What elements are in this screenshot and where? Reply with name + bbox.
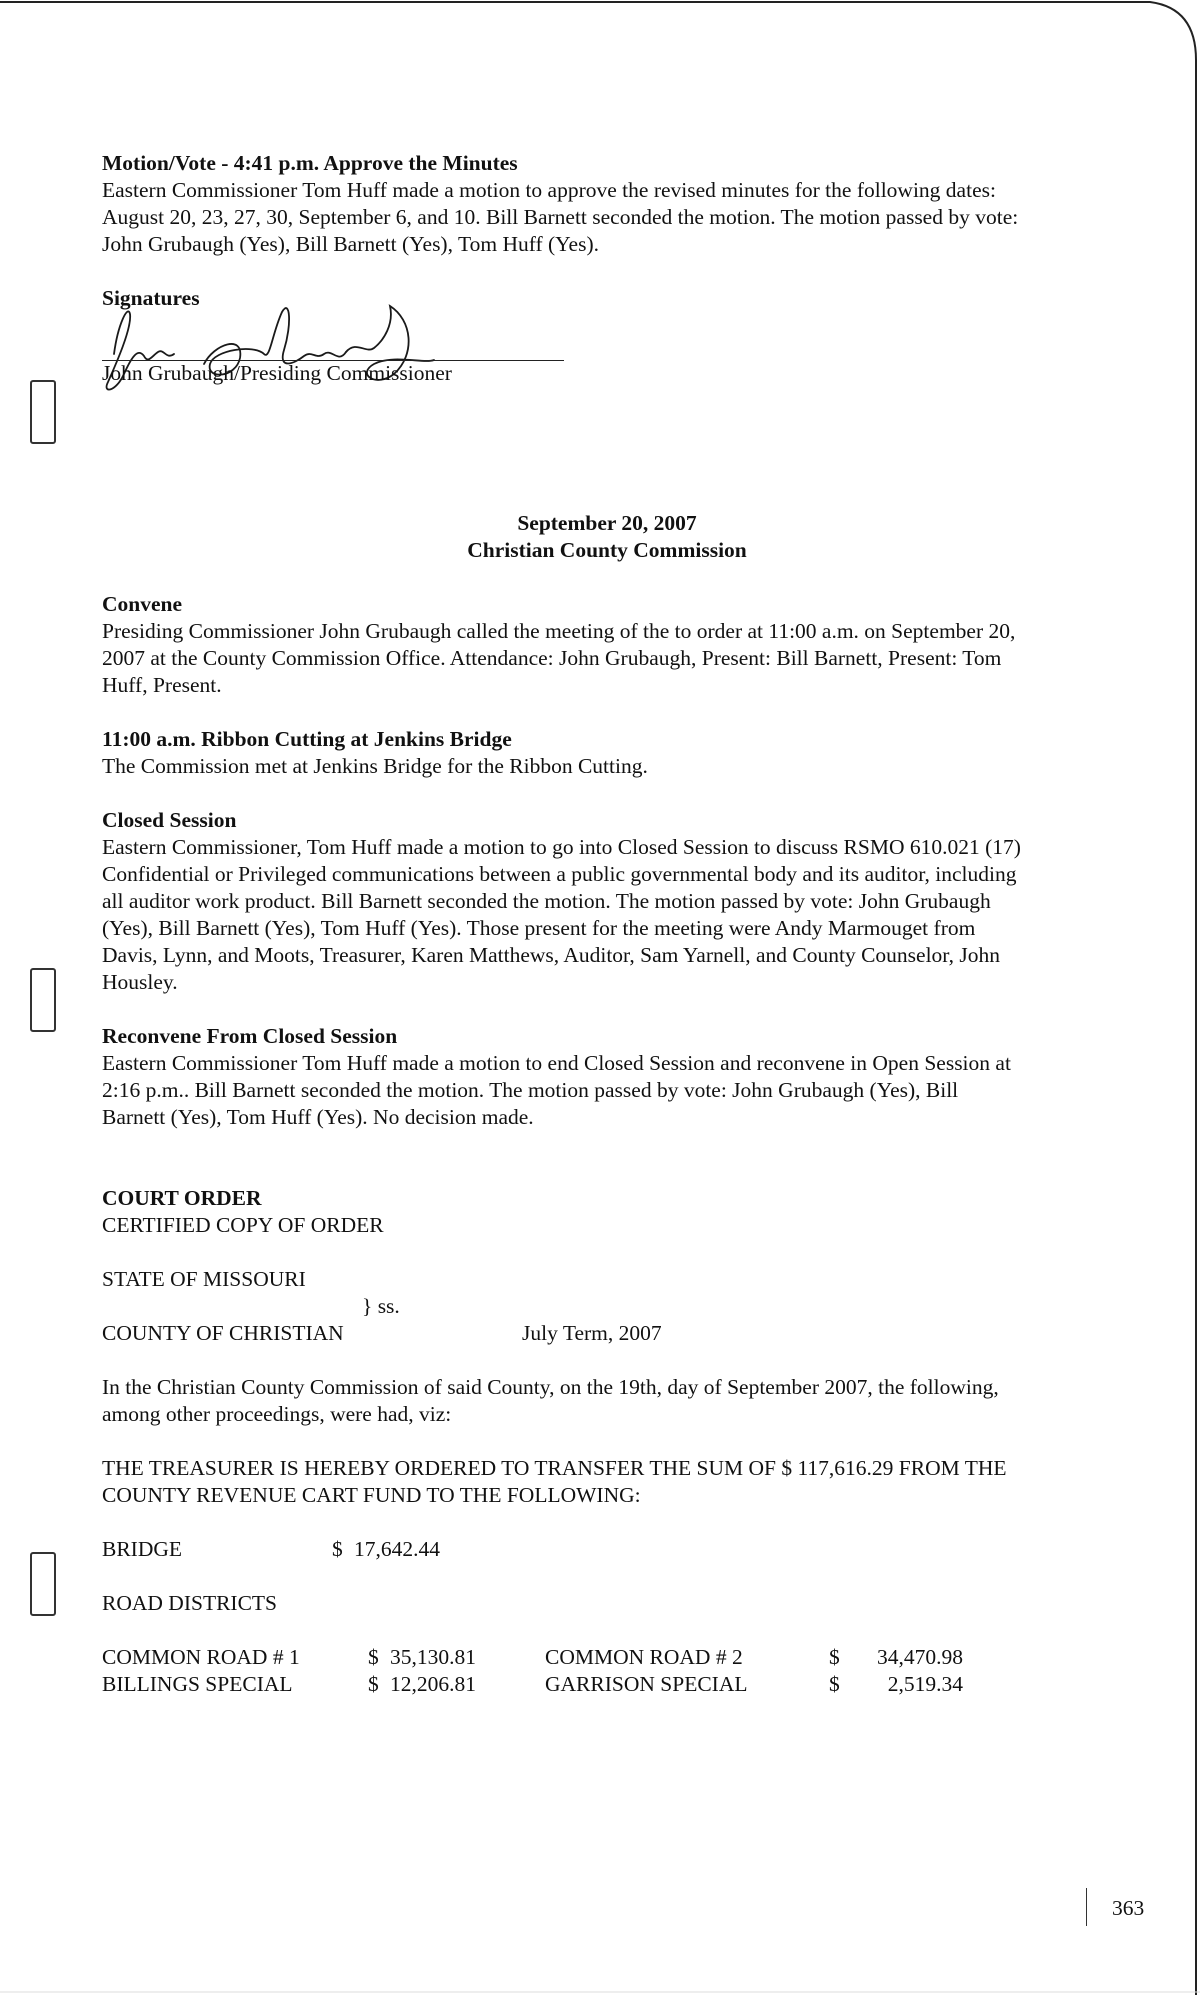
convene-line: 2007 at the County Commission Office. Attendance: John Grubaugh, Present: Bill Barnett, Present: Tom [102, 646, 1002, 670]
convene-heading: Convene [102, 592, 183, 616]
road-district-amount: 12,206.81 [390, 1672, 476, 1696]
road-district-currency: $ [829, 1672, 840, 1696]
road-district-row [102, 1644, 1112, 1671]
closed-session-line: Housley. [102, 970, 178, 994]
convene-line: Presiding Commissioner John Grubaugh called the meeting of the to order at 11:00 a.m. on September 20, [102, 619, 1016, 643]
reconvene-line: Barnett (Yes), Tom Huff (Yes). No decision made. [102, 1105, 534, 1129]
closed-session-heading: Closed Session [102, 808, 237, 832]
minutes-motion-line: August 20, 23, 27, 30, September 6, and 10. Bill Barnett seconded the motion. The motion passed by vote: [102, 205, 1019, 229]
minutes-motion-section [102, 150, 1112, 258]
bridge-label: BRIDGE [102, 1537, 183, 1561]
binder-hole-top [30, 380, 56, 444]
road-district-amount: 34,470.98 [877, 1645, 963, 1669]
minutes-motion-line: Eastern Commissioner Tom Huff made a motion to approve the revised minutes for the following dates: [102, 178, 996, 202]
road-district-currency: $ [368, 1645, 379, 1669]
ribbon-section [102, 726, 1112, 780]
road-district-amount: 2,519.34 [887, 1672, 963, 1696]
court-order-ss: } ss. [362, 1294, 400, 1318]
meeting-date: September 20, 2007 [517, 511, 697, 535]
road-district-row [102, 1671, 1112, 1698]
closed-session-line: Eastern Commissioner, Tom Huff made a motion to go into Closed Session to discuss RSMO 610.021 (17) [102, 835, 1021, 859]
bridge-row [102, 1536, 1112, 1563]
road-district-currency: $ [829, 1645, 840, 1669]
road-district-label: BILLINGS SPECIAL [102, 1672, 293, 1696]
minutes-motion-heading: Motion/Vote - 4:41 p.m. Approve the Minutes [102, 151, 518, 175]
margin-mark [1086, 1888, 1087, 1926]
meeting-header [102, 510, 1112, 564]
convene-section [102, 591, 1112, 699]
road-districts-label: ROAD DISTRICTS [102, 1591, 278, 1615]
court-order-state: STATE OF MISSOURI [102, 1267, 306, 1291]
convene-line: Huff, Present. [102, 673, 222, 697]
reconvene-section [102, 1023, 1112, 1131]
minutes-motion-line: John Grubaugh (Yes), Bill Barnett (Yes), Tom Huff (Yes). [102, 232, 599, 256]
court-order-subheading: CERTIFIED COPY OF ORDER [102, 1213, 384, 1237]
court-order-transfer-line: THE TREASURER IS HEREBY ORDERED TO TRANSFER THE SUM OF $ 117,616.29 FROM THE [102, 1456, 1007, 1480]
document-body [102, 150, 1112, 1698]
court-order-transfer [102, 1455, 1112, 1509]
signatures-heading: Signatures [102, 286, 200, 310]
court-order-heading: COURT ORDER [102, 1186, 262, 1210]
binder-hole-bottom [30, 1552, 56, 1616]
reconvene-line: Eastern Commissioner Tom Huff made a motion to end Closed Session and reconvene in Open Session at [102, 1051, 1011, 1075]
closed-session-line: all auditor work product. Bill Barnett seconded the motion. The motion passed by vote: John Grubaugh [102, 889, 991, 913]
court-order-intro-line: In the Christian County Commission of said County, on the 19th, day of September 2007, the following, [102, 1375, 999, 1399]
binder-hole-middle [30, 968, 56, 1032]
court-order-intro [102, 1374, 1112, 1428]
ribbon-heading: 11:00 a.m. Ribbon Cutting at Jenkins Bridge [102, 727, 512, 751]
handwritten-signature [94, 294, 454, 404]
road-district-amount: 35,130.81 [390, 1645, 476, 1669]
court-order-section [102, 1185, 1112, 1698]
signature-block [102, 312, 1112, 422]
ribbon-line: The Commission met at Jenkins Bridge for the Ribbon Cutting. [102, 754, 648, 778]
page-number: 363 [1112, 1896, 1145, 1920]
court-order-county: COUNTY OF CHRISTIAN [102, 1321, 344, 1345]
court-order-county-row [102, 1320, 1112, 1347]
bridge-currency: $ [332, 1537, 343, 1561]
closed-session-section [102, 807, 1112, 996]
court-order-transfer-line: COUNTY REVENUE CART FUND TO THE FOLLOWING: [102, 1483, 641, 1507]
reconvene-line: 2:16 p.m.. Bill Barnett seconded the motion. The motion passed by vote: John Grubaugh (Yes), Bill [102, 1078, 959, 1102]
road-district-currency: $ [368, 1672, 379, 1696]
road-district-label: GARRISON SPECIAL [545, 1672, 748, 1696]
road-district-label: COMMON ROAD # 1 [102, 1645, 300, 1669]
court-order-intro-line: among other proceedings, were had, viz: [102, 1402, 452, 1426]
closed-session-line: Davis, Lynn, and Moots, Treasurer, Karen Matthews, Auditor, Sam Yarnell, and County Counselor, John [102, 943, 1000, 967]
road-district-label: COMMON ROAD # 2 [545, 1645, 743, 1669]
closed-session-line: (Yes), Bill Barnett (Yes), Tom Huff (Yes). Those present for the meeting were Andy Marmouget from [102, 916, 976, 940]
court-order-term: July Term, 2007 [522, 1321, 662, 1345]
closed-session-line: Confidential or Privileged communications between a public governmental body and its auditor, including [102, 862, 1017, 886]
meeting-body: Christian County Commission [467, 538, 747, 562]
reconvene-heading: Reconvene From Closed Session [102, 1024, 398, 1048]
bridge-amount: 17,642.44 [354, 1537, 440, 1561]
signatures-section [102, 285, 1112, 422]
signature-caption: John Grubaugh/Presiding Commissioner [102, 361, 452, 385]
